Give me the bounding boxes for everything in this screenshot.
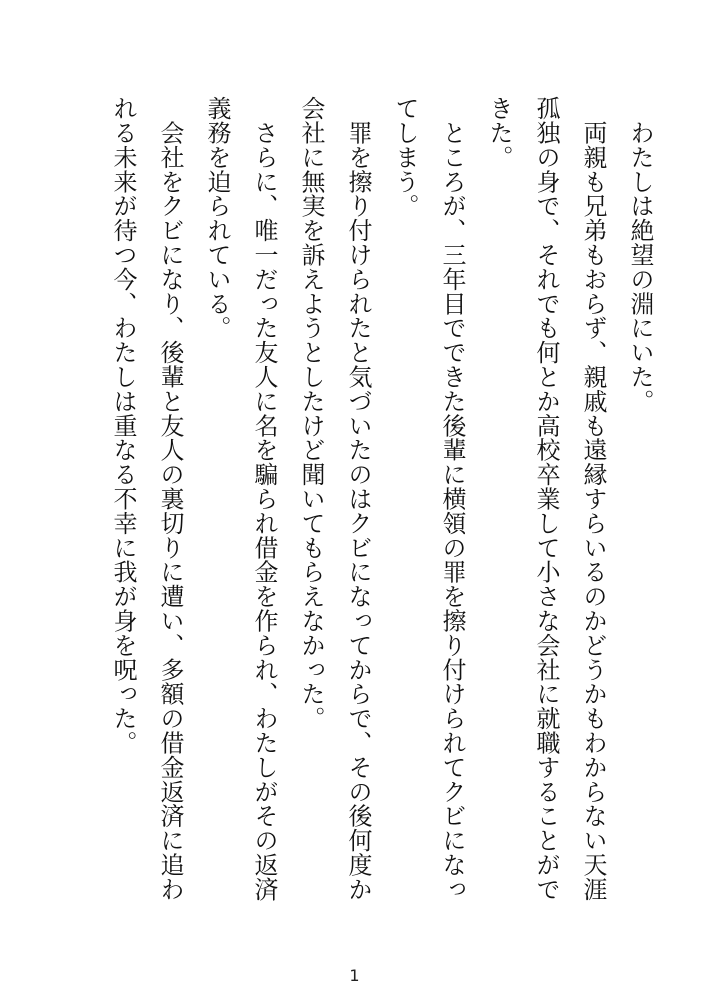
page-number: 1 (349, 966, 360, 985)
text-line: てしまう。 (391, 96, 419, 218)
vertical-text-body (99, 96, 663, 936)
text-line: れる未来が待つ今、わたしは重なる不幸に我が身を呪った。 (109, 96, 137, 755)
text-line: 罪を擦り付けられたと気づいたのはクビになってからで、その後何度か (344, 96, 372, 902)
text-line: 両親も兄弟もおらず、親戚も遠縁すらいるのかどうかもわからない天涯 (579, 96, 607, 902)
text-line: 会社をクビになり、後輩と友人の裏切りに遭い、多額の借金返済に追わ (156, 96, 184, 902)
text-line: ところが、三年目でできた後輩に横領の罪を擦り付けられてクビになっ (438, 96, 466, 902)
text-line: さらに、唯一だった友人に名を騙られ借金を作られ、わたしがその返済 (250, 96, 278, 902)
text-line: 義務を迫られている。 (203, 96, 231, 340)
text-line: わたしは絶望の淵にいた。 (626, 96, 654, 414)
text-line: きた。 (485, 96, 513, 170)
text-line: 孤独の身で、それでも何とか高校卒業して小さな会社に就職することがで (532, 96, 560, 902)
text-line: 会社に無実を訴えようとしたけど聞いてもらえなかった。 (297, 96, 325, 731)
